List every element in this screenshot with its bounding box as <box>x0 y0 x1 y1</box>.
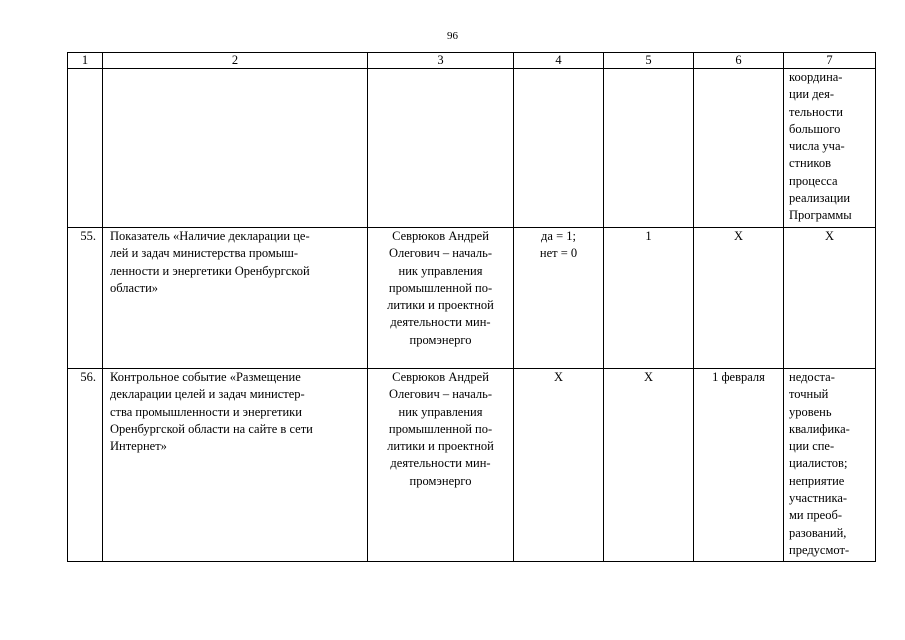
row-number-cell: 56. <box>68 369 103 562</box>
program-table <box>67 52 876 562</box>
responsible-text: Севрюков Андрей Олегович – началь- ник управления промышленной по- литики и проектной деятельности мин- промэнерго <box>387 370 494 488</box>
risk-text: координа- ции дея- тельности большого числа уча- стников процесса реализации Программы <box>789 70 852 223</box>
col6-cell: Х <box>694 228 784 369</box>
table-row <box>68 69 876 228</box>
col5-cell <box>604 69 694 228</box>
header-cell: 3 <box>368 53 514 69</box>
col5-cell: 1 <box>604 228 694 369</box>
responsible-text: Севрюков Андрей Олегович – началь- ник управления промышленной по- литики и проектной деятельности мин- промэнерго <box>387 229 494 347</box>
header-cell: 2 <box>103 53 368 69</box>
name-cell <box>103 369 368 562</box>
header-cell: 4 <box>514 53 604 69</box>
responsible-cell <box>368 228 514 369</box>
risk-cell <box>784 369 876 562</box>
name-cell <box>103 228 368 369</box>
header-cell: 6 <box>694 53 784 69</box>
table-row <box>68 228 876 369</box>
header-cell: 7 <box>784 53 876 69</box>
name-text: Контрольное событие «Размещение декларации целей и задач министер- ства промышленности и энергетики Оренбургской области на сайте в сети Интернет» <box>110 370 313 454</box>
row-number-cell: 55. <box>68 228 103 369</box>
table-row <box>68 369 876 562</box>
header-cell: 5 <box>604 53 694 69</box>
col4-text: да = 1; нет = 0 <box>539 229 578 261</box>
header-row <box>68 53 876 69</box>
col4-cell <box>514 228 604 369</box>
risk-cell <box>784 69 876 228</box>
col6-cell <box>694 69 784 228</box>
row-number-cell <box>68 69 103 228</box>
responsible-cell <box>368 69 514 228</box>
name-text: Показатель «Наличие декларации це- лей и задач министерства промыш- ленности и энергетики Оренбургской области» <box>110 229 310 295</box>
risk-cell: Х <box>784 228 876 369</box>
header-cell: 1 <box>68 53 103 69</box>
name-cell <box>103 69 368 228</box>
responsible-cell <box>368 369 514 562</box>
col4-cell: Х <box>514 369 604 562</box>
col6-cell: 1 февраля <box>694 369 784 562</box>
col5-cell: Х <box>604 369 694 562</box>
risk-text: недоста- точный уровень квалифика- ции спе- циалистов; неприятие участника- ми преоб- разований, предусмот- <box>789 370 850 557</box>
col4-cell <box>514 69 604 228</box>
page-number: 96 <box>447 30 458 42</box>
